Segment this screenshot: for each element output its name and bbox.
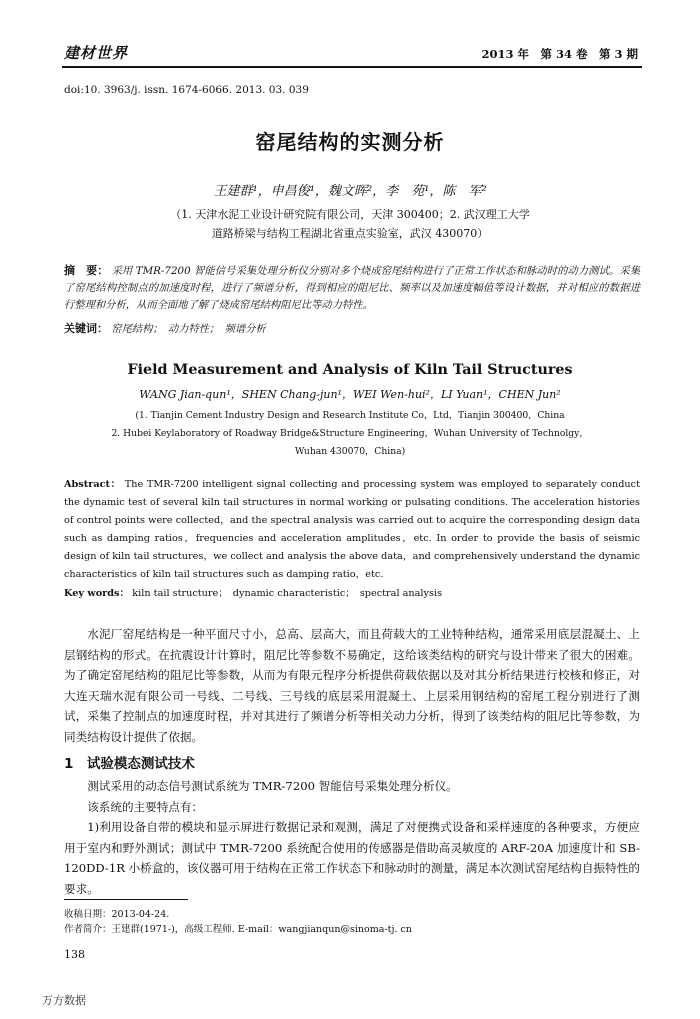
authors-en: WANG Jian-qun¹，SHEN Chang-jun¹，WEI Wen-hui²，LI Yuan¹，CHEN Jun² bbox=[139, 388, 561, 401]
abstract-en bbox=[64, 476, 640, 584]
title-cn: 窑尾结构的实测分析 bbox=[255, 130, 445, 154]
abstract-cn-text: 采用 TMR-7200 智能信号采集处理分析仪分别对多个烧成窑尾结构进行了正常工作状态和脉动时的动力测试。采集了窑尾结构控制点的加速度时程，进行了频谱分析，得到相应的阻尼比、频率以及加速度幅值等设计数据，并对相应的数据进行整理和分析，从而全面地了解了烧成窑尾结构阻尼比等动力特性。 bbox=[64, 265, 640, 311]
section-1-p3: 1)利用设备自带的模块和显示屏进行数据记录和观测，满足了对便携式设备和采样速度的各种要求，方便应用于室内和野外测试；测试中 TMR-7200 系统配合使用的传感器是借助高灵敏度的 ARF-20A 加速度计和 SB-120DD-1R 小桥盒的，该仪器可用于结构在正常工作状态下和脉动时的测量，满足本次测试窑尾结构自振特性的要求。 bbox=[64, 820, 640, 896]
intro-paragraph: 水泥厂窑尾结构是一种平面尺寸小，总高、层高大，而且荷载大的工业特种结构，通常采用底层混凝土、上层钢结构的形式。在抗震设计计算时，阻尼比等参数不易确定，这给该类结构的研究与设计带来了很大的困难。为了确定窑尾结构的阻尼比等参数，从而为有限元程序分析提供荷载依据以及对其分析结果进行校核和修正，对大连天瑞水泥有限公司一号线、二号线、三号线的底层采用混凝土、上层采用钢结构的窑尾工程分别进行了测试，采集了控制点的加速度时程，并对其进行了频谱分析等相关动力分析，得到了该类结构的阻尼比等参数，为同类结构设计提供了依据。 bbox=[64, 627, 640, 744]
abstract-en-text: The TMR-7200 intelligent signal collecting and processing system was employed to separately conduct the dynamic test of several kiln tail structures in normal working or pulsating conditions. The acceleration histories of control points were collected，and the spectral analysis was carried out to acquire the corresponding design data such as damping ratios，frequencies and acceleration amplitudes，etc. In order to provide the basis of seismic design of kiln tail structures，we collect and analysis the above data，and comprehensively understand the dynamic characteristics of kiln tail structures such as damping ratio，etc. bbox=[64, 479, 640, 580]
section-1-p1: 测试采用的动态信号测试系统为 TMR-7200 智能信号采集处理分析仪。 bbox=[87, 779, 458, 793]
footnote-rule bbox=[64, 899, 188, 900]
affiliation-en-line3: Wuhan 430070，China) bbox=[294, 446, 406, 457]
keywords-cn bbox=[64, 320, 640, 338]
abstract-cn-label: 摘 要： bbox=[64, 264, 109, 277]
section-1-body bbox=[64, 776, 640, 899]
keywords-cn-text: 窑尾结构； 动力特性； 频谱分析 bbox=[111, 323, 266, 335]
header-rule bbox=[62, 66, 642, 68]
affiliation-cn-line2: 道路桥梁与结构工程湖北省重点实验室，武汉 430070） bbox=[211, 227, 489, 240]
keywords-cn-label: 关键词： bbox=[64, 322, 108, 335]
footnote-received: 收稿日期：2013-04-24. bbox=[64, 909, 170, 920]
authors-cn: 王建群¹，申昌俊¹，魏文晖²，李 苑¹，陈 军² bbox=[213, 184, 487, 199]
keywords-en bbox=[64, 585, 640, 603]
abstract-cn bbox=[64, 262, 640, 314]
title-en: Field Measurement and Analysis of Kiln Tail Structures bbox=[127, 362, 573, 378]
section-1-title: 1 试验模态测试技术 bbox=[64, 756, 195, 772]
issue-info: 2013 年 第 34 卷 第 3 期 bbox=[481, 47, 638, 61]
body-intro bbox=[64, 624, 640, 747]
footnote-author-bio: 作者简介：王建群(1971-)，高级工程师. E-mail：wangjianqun@sinoma-tj. cn bbox=[64, 924, 412, 935]
keywords-en-text: kiln tail structure； dynamic characteristic； spectral analysis bbox=[132, 588, 443, 599]
journal-name: 建材世界 bbox=[64, 44, 129, 62]
keywords-en-label: Key words： bbox=[64, 588, 130, 599]
doi: doi:10. 3963/j. issn. 1674-6066. 2013. 03. 039 bbox=[64, 84, 309, 96]
affiliation-cn-line1: （1. 天津水泥工业设计研究院有限公司，天津 300400；2. 武汉理工大学 bbox=[170, 208, 530, 221]
section-1-p2: 该系统的主要特点有： bbox=[87, 799, 204, 814]
affiliation-en-line1: (1. Tianjin Cement Industry Design and Research Institute Co，Ltd，Tianjin 300400，China bbox=[135, 410, 565, 421]
abstract-en-label: Abstract： bbox=[64, 479, 121, 490]
affiliation-en-line2: 2. Hubei Keylaboratory of Roadway Bridge&Structure Engineering，Wuhan University of Technolgy， bbox=[111, 428, 589, 439]
watermark: 万方数据 bbox=[42, 994, 86, 1007]
page-number: 138 bbox=[64, 948, 85, 961]
